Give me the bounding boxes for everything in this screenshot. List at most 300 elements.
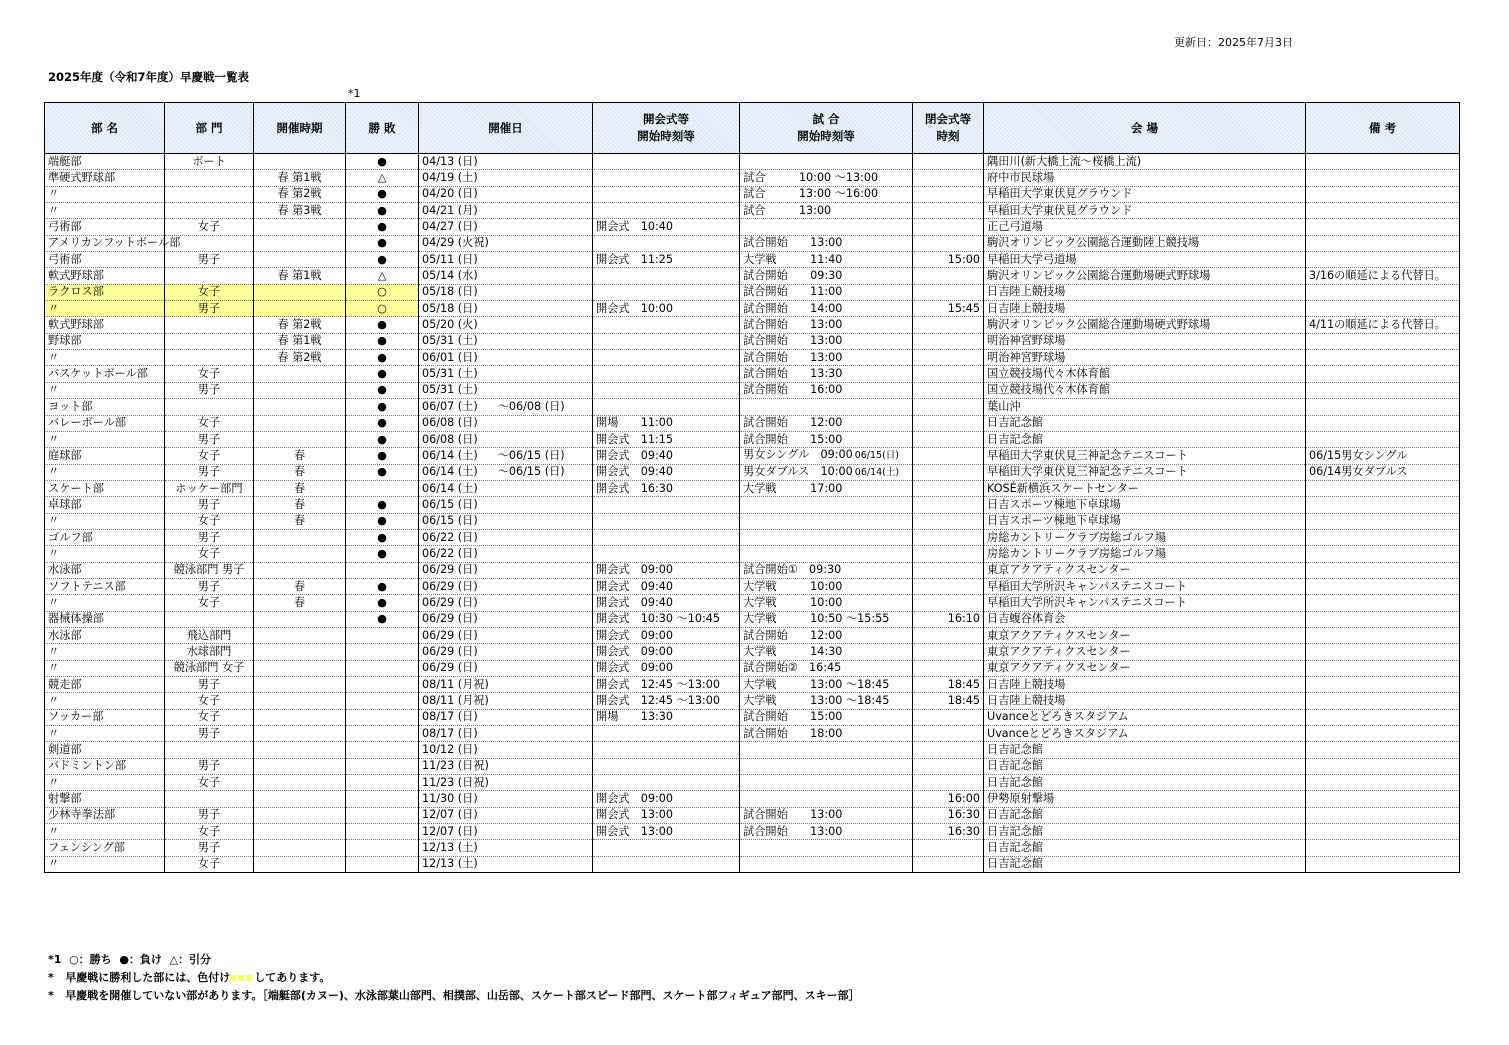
club-cell-text: バレーボール部 (48, 416, 127, 430)
venue-cell-text: 正己弓道場 (987, 220, 1043, 234)
club-cell (45, 807, 165, 823)
date-cell (419, 186, 593, 202)
opening-cell-text: 開会式 09:40 (596, 595, 673, 609)
venue-cell-text: 日吉スポーツ棟地下卓球場 (987, 497, 1121, 511)
date-cell (419, 693, 593, 709)
division-cell-text: 女子 (197, 775, 221, 789)
result-cell (346, 758, 419, 774)
result-cell (346, 529, 419, 545)
closing-cell (913, 726, 984, 742)
division-cell (165, 644, 254, 660)
date-cell-text: 05/18 (日) (422, 285, 478, 299)
venue-cell-text: Uvanceとどろきスタジアム (987, 710, 1129, 724)
division-cell (165, 726, 254, 742)
venue-cell-text: Uvanceとどろきスタジアム (987, 726, 1129, 740)
division-cell-text: 女子 (197, 367, 221, 381)
remarks-cell (1306, 350, 1460, 366)
club-cell-text: 〃 (48, 432, 60, 446)
date-cell-text: 05/20 (火) (422, 318, 478, 332)
closing-cell (913, 317, 984, 333)
division-cell-text: 男子 (197, 726, 221, 740)
date-cell (419, 219, 593, 235)
match-cell (740, 791, 913, 807)
division-cell-text: 女子 (197, 514, 221, 528)
division-cell-text: 飛込部門 (186, 628, 232, 642)
venue-cell-text: 日吉記念館 (987, 743, 1043, 757)
club-cell (45, 578, 165, 594)
date-cell (419, 268, 593, 284)
match-cell (740, 219, 913, 235)
opening-cell (593, 807, 740, 823)
table-row (45, 431, 1460, 447)
closing-cell-text: 15:45 (947, 301, 980, 315)
closing-cell (913, 382, 984, 398)
club-cell (45, 791, 165, 807)
division-cell-text: 女子 (197, 416, 221, 430)
date-cell (419, 709, 593, 725)
venue-cell-text: 府中市民球場 (987, 171, 1055, 185)
date-cell-text: 05/31 (土) (422, 383, 478, 397)
col-header-closing: 閉会式等 時刻 (913, 103, 984, 154)
closing-cell (913, 529, 984, 545)
division-cell-text: 女子 (197, 220, 221, 234)
season-cell (254, 333, 346, 349)
division-cell-text: 男子 (197, 759, 221, 773)
date-cell (419, 627, 593, 643)
date-cell (419, 513, 593, 529)
season-cell (254, 742, 346, 758)
venue-cell-text: 早稲田大学所沢キャンパステニスコート (987, 579, 1187, 593)
table-row (45, 856, 1460, 872)
match-cell (740, 807, 913, 823)
division-cell (165, 203, 254, 219)
date-cell (419, 595, 593, 611)
match-cell-text: 試合開始 15:00 (743, 710, 843, 724)
match-cell (740, 677, 913, 693)
club-cell-text: 〃 (48, 694, 60, 708)
date-cell (419, 726, 593, 742)
table-row (45, 595, 1460, 611)
match-cell-text: 試合開始 18:00 (743, 726, 843, 740)
match-cell (740, 546, 913, 562)
division-cell-text: 男子 (197, 301, 221, 315)
venue-cell (984, 595, 1306, 611)
date-cell-text: 12/07 (日) (422, 808, 478, 822)
table-row (45, 399, 1460, 415)
opening-cell-text: 開場 13:30 (596, 710, 673, 724)
result-cell (346, 595, 419, 611)
season-cell-text: 春 (293, 514, 306, 528)
col-header-opening: 開会式等 開始時刻等 (593, 103, 740, 154)
venue-cell-text: 日吉記念館 (987, 808, 1043, 822)
division-cell-text: 男子 (197, 808, 221, 822)
club-cell (45, 382, 165, 398)
remarks-cell-text: 4/11の順延による代替日。 (1309, 318, 1446, 332)
match-cell (740, 366, 913, 382)
col-header-match: 試 合 開始時刻等 (740, 103, 913, 154)
date-cell-text: 08/17 (日) (422, 710, 478, 724)
venue-cell-text: 隅田川(新大橋上流～桜橋上流) (987, 154, 1142, 168)
opening-cell (593, 333, 740, 349)
venue-cell-text: 伊勢原射撃場 (987, 792, 1055, 806)
closing-cell (913, 758, 984, 774)
remarks-cell (1306, 644, 1460, 660)
date-cell-text: 04/13 (日) (422, 154, 478, 168)
division-cell (165, 824, 254, 840)
venue-cell-text: 房総カントリークラブ房総ゴルフ場 (987, 530, 1167, 544)
closing-cell-text: 18:45 (947, 694, 980, 708)
date-cell-text: 06/29 (日) (422, 579, 478, 593)
result-cell-text: ● (377, 383, 387, 397)
club-cell-text: 端艇部 (48, 154, 82, 168)
season-cell-text: 春 第1戦 (277, 269, 322, 283)
venue-cell (984, 186, 1306, 202)
closing-cell (913, 644, 984, 660)
season-cell (254, 252, 346, 268)
opening-cell-text: 開会式 09:00 (596, 644, 673, 658)
opening-cell-text: 開会式 09:40 (596, 465, 673, 479)
club-cell-text: 〃 (48, 187, 60, 201)
match-cell (740, 758, 913, 774)
footnote-highlight (48, 969, 860, 987)
season-cell-text: 春 第1戦 (277, 334, 322, 348)
result-cell-text: ● (377, 252, 387, 266)
col-header-result: 勝 敗 (346, 103, 419, 154)
result-cell-text: △ (377, 171, 387, 185)
season-cell-text: 春 (293, 465, 306, 479)
venue-cell (984, 317, 1306, 333)
venue-cell-text: 房総カントリークラブ房総ゴルフ場 (987, 546, 1167, 560)
result-cell (346, 219, 419, 235)
result-cell (346, 480, 419, 496)
club-cell-text: アメリカンフットボール部 (48, 236, 181, 250)
opening-cell (593, 284, 740, 300)
date-cell (419, 366, 593, 382)
remarks-cell (1306, 840, 1460, 856)
result-cell-text: ● (377, 612, 387, 626)
club-cell-text: 〃 (48, 775, 60, 789)
season-cell-text: 春 第3戦 (277, 203, 322, 217)
club-cell (45, 595, 165, 611)
date-cell (419, 154, 593, 170)
date-cell-text: 08/11 (月祝) (422, 694, 489, 708)
date-cell-text: 10/12 (日) (422, 743, 478, 757)
result-cell-text: ● (377, 497, 387, 511)
season-cell (254, 529, 346, 545)
division-cell-text: 水球部門 (186, 644, 232, 658)
table-row (45, 480, 1460, 496)
venue-cell (984, 448, 1306, 464)
closing-cell (913, 284, 984, 300)
result-cell (346, 235, 419, 251)
closing-cell (913, 154, 984, 170)
club-cell (45, 301, 165, 317)
season-cell (254, 562, 346, 578)
season-cell-text: 春 第1戦 (277, 171, 322, 185)
division-cell (165, 546, 254, 562)
match-cell (740, 170, 913, 186)
club-cell (45, 284, 165, 300)
date-cell-text: 11/23 (日祝) (422, 759, 489, 773)
match-cell (740, 268, 913, 284)
result-cell (346, 170, 419, 186)
result-cell (346, 268, 419, 284)
club-cell (45, 480, 165, 496)
venue-cell (984, 611, 1306, 627)
venue-cell (984, 154, 1306, 170)
club-cell (45, 186, 165, 202)
date-cell (419, 170, 593, 186)
date-cell (419, 497, 593, 513)
season-cell-text: 春 第2戦 (277, 187, 322, 201)
club-cell (45, 709, 165, 725)
season-cell (254, 644, 346, 660)
season-cell (254, 366, 346, 382)
club-cell-text: 弓術部 (48, 220, 82, 234)
date-cell-text: 12/07 (日) (422, 824, 478, 838)
division-cell (165, 284, 254, 300)
season-cell (254, 350, 346, 366)
venue-cell-text: 東京アクアティクスセンター (987, 661, 1131, 675)
opening-cell (593, 186, 740, 202)
match-cell-text: 試合開始 13:00 (743, 808, 843, 822)
date-cell (419, 350, 593, 366)
remarks-cell (1306, 252, 1460, 268)
opening-cell (593, 595, 740, 611)
date-cell-text: 06/22 (日) (422, 546, 478, 560)
date-cell-text: 11/30 (日) (422, 792, 478, 806)
table-row (45, 154, 1460, 170)
division-cell (165, 317, 254, 333)
venue-cell (984, 170, 1306, 186)
closing-cell-text: 16:30 (947, 824, 980, 838)
division-cell (165, 758, 254, 774)
opening-cell (593, 252, 740, 268)
venue-cell (984, 677, 1306, 693)
result-cell (346, 317, 419, 333)
result-cell (346, 154, 419, 170)
venue-cell-text: 早稲田大学東伏見グラウンド (987, 187, 1133, 201)
match-cell-text: 大学戦 17:00 (743, 481, 843, 495)
opening-cell (593, 775, 740, 791)
result-cell (346, 333, 419, 349)
closing-cell (913, 252, 984, 268)
remarks-cell (1306, 856, 1460, 872)
division-cell (165, 611, 254, 627)
season-cell (254, 758, 346, 774)
division-cell-text: 男子 (197, 383, 221, 397)
season-cell (254, 775, 346, 791)
season-cell (254, 824, 346, 840)
club-cell (45, 366, 165, 382)
season-cell-text: 春 (293, 481, 306, 495)
season-cell (254, 677, 346, 693)
table-row (45, 529, 1460, 545)
table-row (45, 235, 1460, 251)
result-cell (346, 399, 419, 415)
opening-cell-text: 開場 11:00 (596, 416, 673, 430)
table-row (45, 562, 1460, 578)
division-cell-text: 競泳部門 女子 (173, 661, 245, 675)
result-cell (346, 578, 419, 594)
opening-cell (593, 170, 740, 186)
club-cell (45, 170, 165, 186)
opening-cell (593, 578, 740, 594)
match-day-text: 06/15(日) (854, 450, 900, 462)
venue-cell (984, 578, 1306, 594)
match-cell (740, 186, 913, 202)
venue-cell (984, 627, 1306, 643)
match-cell-text: 試合開始② 16:45 (743, 661, 842, 675)
result-cell-text: ● (377, 432, 387, 446)
season-cell (254, 219, 346, 235)
division-cell (165, 513, 254, 529)
division-cell (165, 562, 254, 578)
club-cell-text: 〃 (48, 824, 60, 838)
season-cell-text: 春 (293, 497, 306, 511)
club-cell-text: 少林寺拳法部 (48, 808, 116, 822)
season-cell (254, 497, 346, 513)
date-cell (419, 382, 593, 398)
date-cell (419, 203, 593, 219)
table-row (45, 350, 1460, 366)
venue-cell (984, 333, 1306, 349)
opening-cell (593, 562, 740, 578)
division-cell-text: 女子 (197, 857, 221, 871)
club-cell (45, 611, 165, 627)
venue-cell (984, 529, 1306, 545)
remarks-cell-text: 06/14男女ダブルス (1309, 465, 1408, 479)
match-cell (740, 660, 913, 676)
table-row (45, 252, 1460, 268)
result-cell (346, 382, 419, 398)
date-cell-text: 06/01 (日) (422, 350, 478, 364)
opening-cell (593, 546, 740, 562)
date-cell-text: 08/11 (月祝) (422, 677, 489, 691)
season-cell (254, 235, 346, 251)
venue-cell (984, 219, 1306, 235)
club-cell-text: 競走部 (48, 677, 82, 691)
remarks-cell (1306, 758, 1460, 774)
club-cell (45, 758, 165, 774)
club-cell-text: 射撃部 (48, 792, 82, 806)
closing-cell (913, 775, 984, 791)
closing-cell (913, 448, 984, 464)
club-cell-text: ヨット部 (48, 399, 93, 413)
table-row (45, 464, 1460, 480)
match-day-text: 06/14(土) (854, 466, 900, 478)
closing-cell (913, 431, 984, 447)
division-cell-text: 男子 (197, 252, 221, 266)
division-cell (165, 301, 254, 317)
table-row (45, 578, 1460, 594)
remarks-cell (1306, 399, 1460, 415)
date-cell-text: 04/19 (土) (422, 171, 478, 185)
match-cell (740, 382, 913, 398)
date-cell-text: 08/17 (日) (422, 726, 478, 740)
club-cell-text: スケート部 (48, 481, 104, 495)
result-cell-text: ● (377, 334, 387, 348)
venue-cell (984, 252, 1306, 268)
closing-cell (913, 840, 984, 856)
season-cell (254, 301, 346, 317)
venue-cell-text: 日吉記念館 (987, 759, 1043, 773)
date-cell (419, 611, 593, 627)
match-cell-text: 試合 10:00 ～13:00 (743, 171, 879, 185)
result-cell (346, 693, 419, 709)
match-cell (740, 742, 913, 758)
match-cell-text: 試合開始① 09:30 (743, 563, 842, 577)
updated-date: 更新日：2025年7月3日 (1174, 36, 1293, 49)
table-row (45, 824, 1460, 840)
footnote-highlight-text-b: してあります。 (254, 971, 331, 984)
division-cell-text: 女子 (197, 285, 221, 299)
venue-cell (984, 415, 1306, 431)
result-cell-text: ● (377, 465, 387, 479)
date-cell (419, 758, 593, 774)
closing-cell (913, 611, 984, 627)
venue-cell (984, 562, 1306, 578)
opening-cell (593, 448, 740, 464)
table-row (45, 660, 1460, 676)
table-row (45, 448, 1460, 464)
closing-cell (913, 497, 984, 513)
division-cell-text: 女子 (197, 824, 221, 838)
season-cell (254, 382, 346, 398)
match-cell (740, 497, 913, 513)
remarks-cell (1306, 154, 1460, 170)
date-cell (419, 791, 593, 807)
closing-cell (913, 301, 984, 317)
date-cell (419, 235, 593, 251)
opening-cell (593, 677, 740, 693)
venue-cell (984, 480, 1306, 496)
date-cell-text: 06/14 (土) (422, 448, 478, 462)
club-cell-text: 〃 (48, 203, 60, 217)
date-cell (419, 448, 593, 464)
date-cell-text: 06/29 (日) (422, 661, 478, 675)
date-cell-text: 05/31 (土) (422, 334, 478, 348)
remarks-cell (1306, 677, 1460, 693)
result-cell-text: △ (377, 269, 387, 283)
opening-cell (593, 464, 740, 480)
season-cell-text: 春 (293, 448, 306, 462)
table-row (45, 203, 1460, 219)
opening-cell (593, 758, 740, 774)
club-cell (45, 235, 181, 251)
club-cell (45, 448, 165, 464)
closing-cell (913, 677, 984, 693)
result-cell (346, 742, 419, 758)
date-cell-text: 06/15 (日) (422, 514, 478, 528)
date-cell (419, 431, 593, 447)
season-cell (254, 840, 346, 856)
closing-cell-text: 16:00 (947, 792, 980, 806)
club-cell (45, 399, 165, 415)
result-cell-text: ● (377, 579, 387, 593)
opening-cell (593, 301, 740, 317)
division-cell (165, 399, 254, 415)
match-cell (740, 627, 913, 643)
opening-cell-text: 開会式 09:40 (596, 579, 673, 593)
division-cell (165, 170, 254, 186)
club-cell (45, 742, 165, 758)
result-cell (346, 448, 419, 464)
date-cell (419, 317, 593, 333)
season-cell (254, 464, 346, 480)
remarks-cell (1306, 775, 1460, 791)
date-cell (419, 480, 593, 496)
